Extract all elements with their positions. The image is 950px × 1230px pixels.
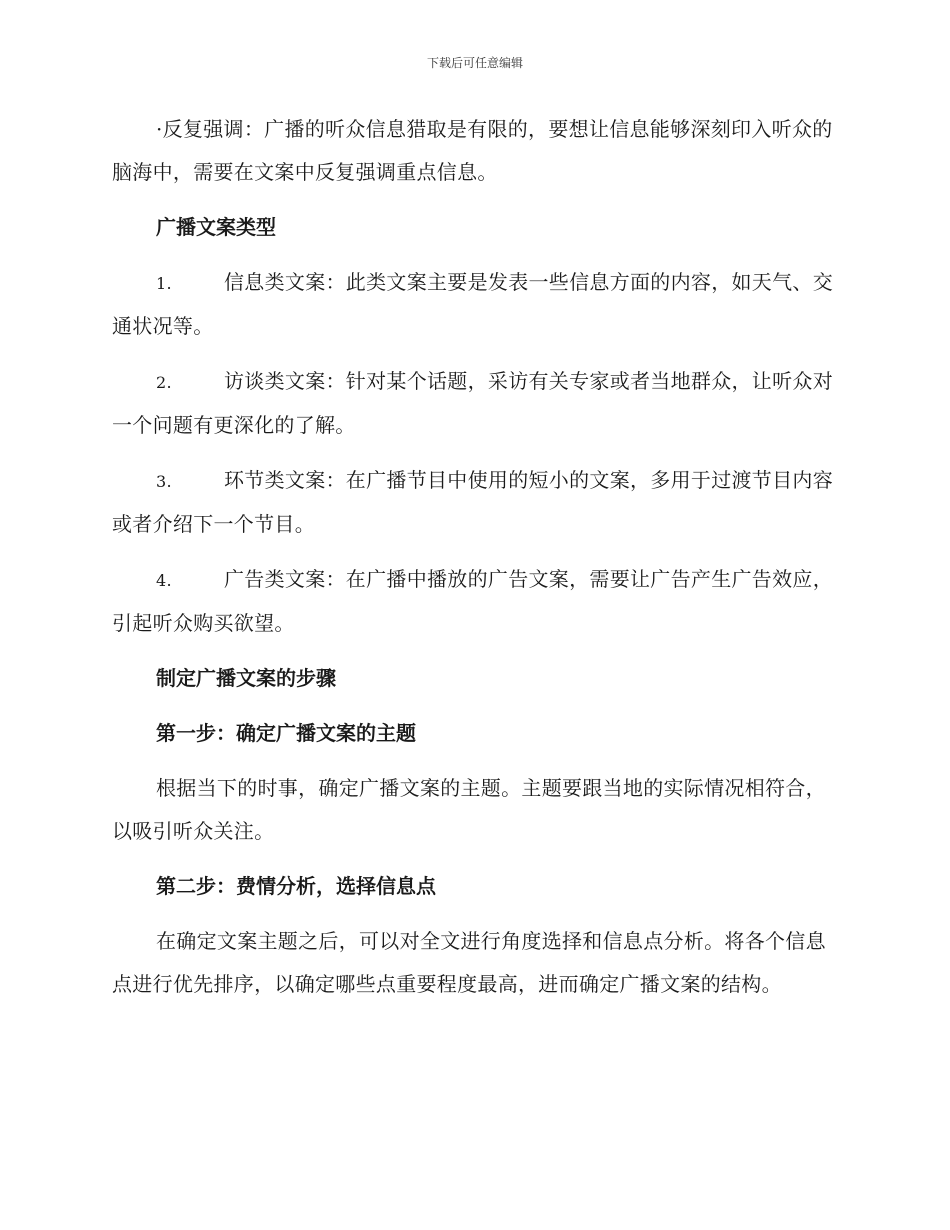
step2-title: 第二步：费情分析，选择信息点	[156, 874, 436, 898]
intro-paragraph: ·反复强调：广播的听众信息猎取是有限的，要想让信息能够深刻印入听众的脑海中，需要在文案中反复强调重点信息。	[112, 117, 833, 184]
list-item	[112, 558, 834, 645]
document-body	[112, 108, 834, 1006]
section-title-types: 广播文案类型	[156, 215, 276, 239]
list-item	[112, 360, 834, 447]
list-item	[112, 261, 834, 348]
step1-paragraph: 根据当下的时事，确定广播文案的主题。主题要跟当地的实际情况相符合，以吸引听众关注。	[112, 776, 826, 843]
list-text: 访谈类文案：针对某个话题，采访有关专家或者当地群众，让听众对一个问题有更深化的了解。	[112, 369, 833, 437]
list-text: 环节类文案：在广播节目中使用的短小的文案，多用于过渡节目内容或者介绍下一个节目。	[112, 468, 833, 536]
list-number: 3.	[156, 472, 172, 491]
section-title-steps: 制定广播文案的步骤	[156, 666, 336, 690]
list-number: 4.	[156, 571, 172, 590]
list-text: 信息类文案：此类文案主要是发表一些信息方面的内容，如天气、交通状况等。	[112, 270, 833, 338]
list-item	[112, 459, 834, 546]
list-number: 1.	[156, 274, 172, 293]
step2-paragraph: 在确定文案主题之后，可以对全文进行角度选择和信息点分析。将各个信息点进行优先排序，以确定哪些点重要程度最高，进而确定广播文案的结构。	[112, 929, 826, 996]
page-header: 下载后可任意编辑	[426, 56, 523, 70]
step1-title: 第一步：确定广播文案的主题	[156, 721, 416, 745]
list-text: 广告类文案：在广播中播放的广告文案，需要让广告产生广告效应，引起听众购买欲望。	[112, 567, 833, 635]
list-number: 2.	[156, 373, 172, 392]
